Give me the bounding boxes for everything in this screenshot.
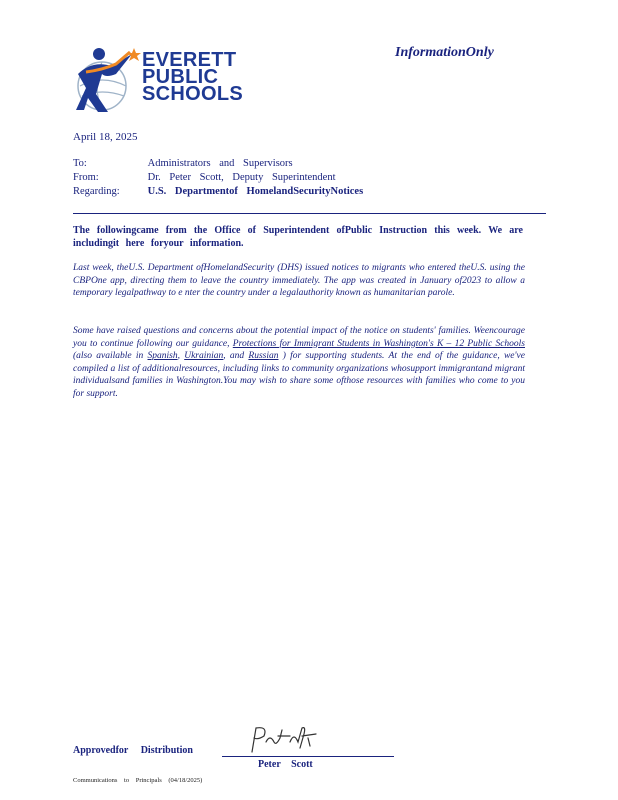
guidance-text-d: , and bbox=[223, 351, 245, 361]
dhs-paragraph: Last week, theU.S. Department ofHomelandSecurity (DHS) issued notices to migrants who entered theU.S. using the CBPOne app, directing them to leave the country immediately. The app was created in January of2023 to allow a temporary legalpathway to e nter the country under a legalauthority known as humanitarian parole. bbox=[73, 263, 525, 298]
logo-emblem bbox=[72, 44, 142, 116]
guidance-text-e: ) for supporting students. At the end of the guidance, we've compiled a list of additionalresources, including links to community organizations whosupport immigrantand migrant individualsand families in Washington.You may wish to share some ofthose resources with families who come to you for support. bbox=[73, 351, 525, 399]
protections-guidance-link[interactable]: Protections for Immigrant Students in Washington's K – 12 Public Schools bbox=[232, 338, 525, 349]
guidance-text-b: (also available in bbox=[73, 351, 144, 361]
spanish-link[interactable]: Spanish bbox=[147, 351, 178, 361]
signature-line bbox=[222, 756, 394, 757]
memo-to-row bbox=[73, 158, 293, 169]
information-only-heading: InformationOnly bbox=[395, 45, 494, 60]
logo-line-3: SCHOOLS bbox=[142, 83, 243, 105]
memo-from-label: From: bbox=[73, 172, 99, 183]
memo-regarding-value: U.S. Departmentof HomelandSecurityNotices bbox=[147, 186, 364, 197]
signer-name: Peter Scott bbox=[258, 759, 313, 770]
guidance-text-c: , bbox=[177, 351, 180, 361]
memo-to-label: To: bbox=[73, 158, 87, 169]
intro-paragraph: The followingcame from the Office of Superintendent ofPublic Instruction this week. We are includingit here foryour information. bbox=[73, 225, 523, 249]
guidance-paragraph bbox=[73, 325, 525, 400]
approved-for-distribution-label: Approvedfor Distribution bbox=[73, 745, 193, 756]
logo-line-1: EVERETT bbox=[142, 49, 237, 71]
footer-text: Communications to Principals (04/18/2025) bbox=[73, 777, 203, 784]
memo-date: April 18, 2025 bbox=[73, 131, 138, 143]
memo-regarding-row bbox=[73, 186, 363, 197]
russian-link[interactable]: Russian bbox=[248, 351, 279, 361]
header-divider bbox=[73, 213, 546, 214]
guidance-text-a: Some have raised questions and concerns about the potential impact of the notice on students' families. Weencourage you to continue following our guidance, bbox=[73, 326, 525, 349]
signature-image bbox=[246, 724, 324, 756]
memo-to-value: Administrators and Supervisors bbox=[147, 158, 293, 169]
memo-from-row bbox=[73, 172, 336, 183]
memo-regarding-label: Regarding: bbox=[73, 186, 120, 197]
memo-from-value: Dr. Peter Scott, Deputy Superintendent bbox=[147, 172, 336, 183]
ukrainian-link[interactable]: Ukrainian bbox=[184, 351, 224, 361]
logo-line-2: PUBLIC bbox=[142, 66, 219, 88]
logo-wordmark bbox=[142, 49, 243, 105]
